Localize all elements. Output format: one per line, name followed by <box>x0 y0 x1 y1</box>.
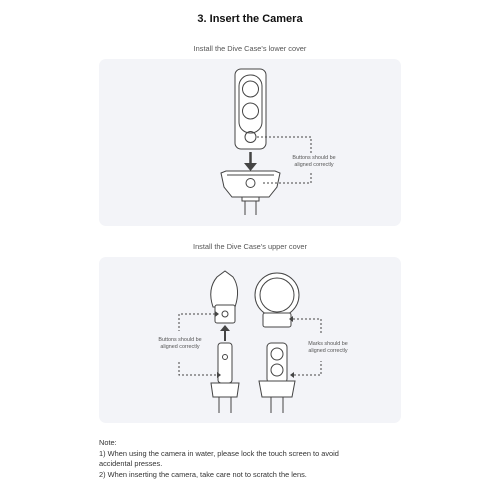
upper-cover-side <box>211 271 238 307</box>
upper-cover-front <box>255 273 299 317</box>
note-heading: Note: <box>99 438 117 447</box>
note-line: accidental presses. <box>99 459 163 469</box>
lower-cover-button-hint: Buttons should be aligned correctly <box>292 155 336 169</box>
lower-cover-caption: Install the Dive Case's lower cover <box>193 44 307 53</box>
camera-in-lower-cover <box>267 343 287 383</box>
note-line: 2) When inserting the camera, take care not to scratch the lens. <box>99 469 307 479</box>
lower-cover-illustration <box>99 59 401 226</box>
page-title: 3. Insert the Camera <box>197 13 303 25</box>
upper-cover-illustration-panel <box>99 257 401 423</box>
upper-cover-mark-hint: Marks should be aligned correctly <box>308 341 348 355</box>
note-section <box>99 438 419 480</box>
upper-cover-caption: Install the Dive Case's upper cover <box>193 242 307 251</box>
camera-side-view <box>218 343 232 383</box>
upper-cover-button-hint: Buttons should be aligned correctly <box>158 337 202 351</box>
note-line: 1) When using the camera in water, please lock the touch screen to avoid <box>99 448 339 458</box>
lower-cover-illustration-panel <box>99 59 401 226</box>
